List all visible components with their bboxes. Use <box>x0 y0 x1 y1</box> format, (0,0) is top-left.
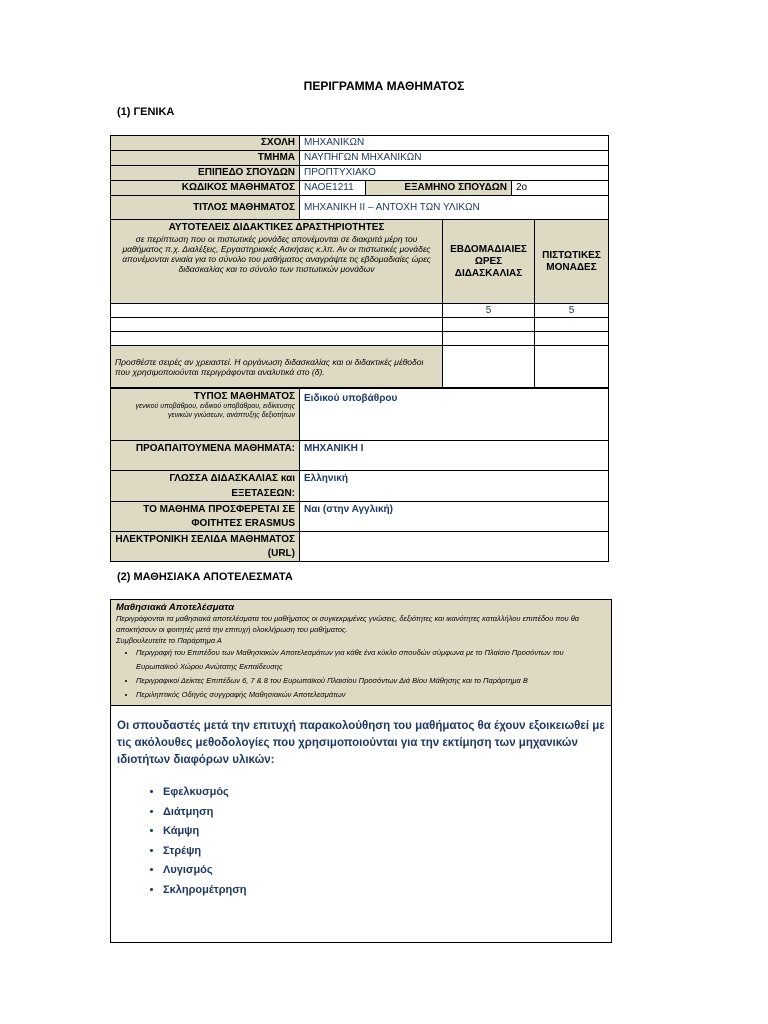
semester-label: ΕΞΑΜΗΝΟ ΣΠΟΥΔΩΝ <box>366 181 512 196</box>
course-title-label: ΤΙΤΛΟΣ ΜΑΘΗΜΑΤΟΣ <box>111 196 300 220</box>
course-code-label: ΚΩΔΙΚΟΣ ΜΑΘΗΜΑΤΟΣ <box>111 181 300 196</box>
methodology-item: • Λυγισμός <box>163 861 605 881</box>
department-value: ΝΑΥΠΗΓΩΝ ΜΗΧΑΝΙΚΩΝ <box>300 151 609 166</box>
reference-item: • Περιγραφή του Επιπέδου των Μαθησιακών Αποτελεσμάτων για κάθε ένα κύκλο σπουδών σύμφωνα με το Πλαίσιο Προσόντων του Ευρωπαϊκού Χώρου Ανώτατης Εκπαίδευσης <box>136 646 606 674</box>
language-label: ΓΛΩΣΣΑ ΔΙΔΑΣΚΑΛΙΑΣ και ΕΞΕΤΑΣΕΩΝ: <box>111 471 300 502</box>
activities-header <box>111 220 443 304</box>
prerequisites-value: ΜΗΧΑΝΙΚΗ Ι <box>300 441 609 471</box>
semester-value: 2ο <box>512 181 609 196</box>
methodology-list <box>117 783 605 900</box>
study-level-label: ΕΠΙΠΕΔΟ ΣΠΟΥΔΩΝ <box>111 166 300 181</box>
page-title: ΠΕΡΙΓΡΑΜΜΑ ΜΑΘΗΜΑΤΟΣ <box>303 79 465 93</box>
erasmus-label: ΤΟ ΜΑΘΗΜΑ ΠΡΟΣΦΕΡΕΤΑΙ ΣΕ ΦΟΙΤΗΤΕΣ ERASMUS <box>111 502 300 532</box>
course-url-value <box>300 532 609 562</box>
methodology-item: • Διάτμηση <box>163 803 605 823</box>
methodology-item: • Στρέψη <box>163 842 605 862</box>
learning-outcomes-heading: Μαθησιακά Αποτελέσματα <box>116 602 235 613</box>
reference-item: • Περιληπτικός Οδηγός συγγραφής Μαθησιακών Αποτελεσμάτων <box>136 688 606 702</box>
weekly-hours-header: ΕΒΔΟΜΑΔΙΑΙΕΣ ΩΡΕΣ ΔΙΔΑΣΚΑΛΙΑΣ <box>443 220 535 304</box>
weekly-hours-value: 5 <box>443 304 535 318</box>
course-code-value: ΝΑΟΕ1211 <box>300 181 366 196</box>
activities-note: σε περίπτωση που οι πιστωτικές μονάδες απονέμονται σε διακριτά μέρη του μαθήματος π.χ. Διαλέξεις, Εργαστηριακές Ασκήσεις κ.λπ. Αν οι πιστωτικές μονάδες απονέμονται ενιαία για το σύνολο του μαθήματος αναγράψτε τις εβδομαδιαίες ώρες διδασκαλίας και το σύνολο των πιστωτικών μονάδων <box>122 234 431 274</box>
course-type-hint: γενικού υποβάθρου, ειδικού υποβάθρου, ειδίκευσης γενικών γνώσεων, ανάπτυξης δεξιοτήτων <box>135 403 295 419</box>
teaching-activities-table <box>110 219 609 388</box>
section-general-heading: (1) ΓΕΝΙΚΑ <box>117 106 175 118</box>
learning-outcomes-guidance <box>111 600 611 706</box>
course-url-label: ΗΛΕΚΤΡΟΝΙΚΗ ΣΕΛΙΔΑ ΜΑΘΗΜΑΤΟΣ (URL) <box>111 532 300 562</box>
activity-row-1 <box>111 304 443 318</box>
methodology-item: • Σκληρομέτρηση <box>163 881 605 901</box>
erasmus-value: Ναι (στην Αγγλική) <box>300 502 609 532</box>
reference-item: • Περιγραφικοί Δείκτες Επιπέδων 6, 7 & 8 του Ευρωπαϊκού Πλαισίου Προσόντων Διά Βίου Μάθησης και το Παράρτημα Β <box>136 674 606 688</box>
course-details-table <box>110 388 609 562</box>
outcomes-intro: Οι σπουδαστές μετά την επιτυχή παρακολούθηση του μαθήματος θα έχουν εξοικειωθεί με τις ακόλουθες μεθοδολογίες που χρησιμοποιούνται για την εκτίμηση των μηχανικών ιδιοτήτων διαφόρων υλικών: <box>117 720 605 766</box>
department-label: ΤΜΗΜΑ <box>111 151 300 166</box>
learning-outcomes-description: Περιγράφονται τα μαθησιακά αποτελέσματα του μαθήματος οι συγκεκριμένες γνώσεις, δεξιότητες και ικανότητες καταλλήλου επιπέδου που θα αποκτήσουν οι φοιτητές μετά την επιτυχή ολοκλήρωση του μαθήματος. <box>116 614 580 634</box>
methodology-item: • Εφελκυσμός <box>163 783 605 803</box>
credits-header: ΠΙΣΤΩΤΙΚΕΣ ΜΟΝΑΔΕΣ <box>535 220 609 304</box>
course-type-label: ΤΥΠΟΣ ΜΑΘΗΜΑΤΟΣ <box>193 391 295 402</box>
reference-list <box>116 646 606 702</box>
course-type-value: Ειδικού υποβάθρου <box>300 389 609 441</box>
course-type-cell <box>111 389 300 441</box>
learning-outcomes-content <box>111 706 611 942</box>
course-title-value: ΜΗΧΑΝΙΚΗ ΙΙ – ΑΝΤΟΧΗ ΤΩΝ ΥΛΙΚΩΝ <box>300 196 609 220</box>
activity-row-2 <box>111 318 443 332</box>
learning-outcomes-box <box>110 599 612 943</box>
language-value: Ελληνική <box>300 471 609 502</box>
add-rows-note: Προσθέστε σειρές αν χρειαστεί. Η οργάνωση διδασκαλίας και οι διδακτικές μέθοδοι που χρησιμοποιούνται περιγράφονται αναλυτικά στο (δ). <box>111 346 443 388</box>
credits-value: 5 <box>535 304 609 318</box>
section-outcomes-heading: (2) ΜΑΘΗΣΙΑΚΑ ΑΠΟΤΕΛΕΣΜΑΤΑ <box>117 571 293 583</box>
activities-title: ΑΥΤΟΤΕΛΕΙΣ ΔΙΔΑΚΤΙΚΕΣ ΔΡΑΣΤΗΡΙΟΤΗΤΕΣ <box>168 222 385 233</box>
study-level-value: ΠΡΟΠΤΥΧΙΑΚΟ <box>300 166 609 181</box>
prerequisites-label: ΠΡΟΑΠΑΙΤΟΥΜΕΝΑ ΜΑΘΗΜΑΤΑ: <box>111 441 300 471</box>
activity-row-3 <box>111 332 443 346</box>
school-value: ΜΗΧΑΝΙΚΩΝ <box>300 136 609 151</box>
general-info-table <box>110 135 609 220</box>
methodology-item: • Κάμψη <box>163 822 605 842</box>
school-label: ΣΧΟΛΗ <box>111 136 300 151</box>
consult-annex: Συμβουλευτείτε το Παράρτημα Α <box>116 636 222 645</box>
